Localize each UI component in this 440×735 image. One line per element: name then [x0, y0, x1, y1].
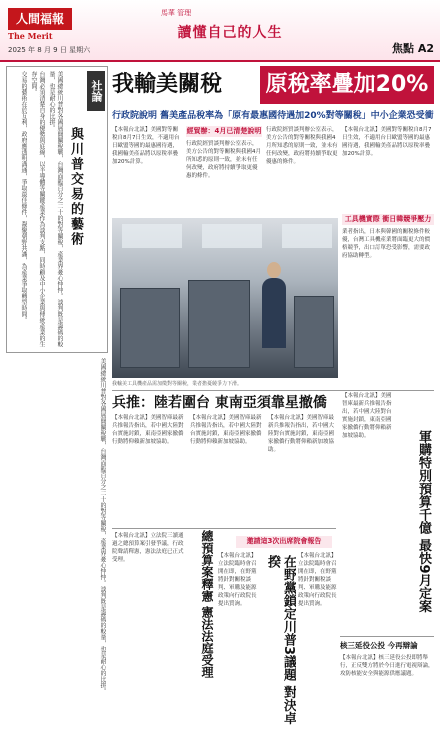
machine-tools-body: 業者指出，日本與韓國的關稅條件較優，台灣工具機產業將面臨更大的價格競爭，出口訂單恐受影響，需要政府協助轉型。: [342, 229, 431, 259]
section-divider-3: [340, 636, 434, 637]
budget-body: 【本報台北訊】立法院三讀通過之總預算案引發爭議，行政院聲請釋憲，憲法法庭已正式受理。: [112, 533, 184, 563]
section-label: 焦點 A2: [392, 42, 434, 55]
slogan-text: 讀懂自己的人生: [177, 25, 283, 41]
referendum-body: 【本報台北訊】核三延役公投即將舉行，正反雙方將於今日進行電視辯論，攻防核能安全與能源供應議題。: [340, 655, 434, 677]
editorial-body-3: 交易的藝術在於互利，政府應透明溝通，爭取最佳條件，凝聚朝野共識，為產業爭取轉型時間。: [20, 71, 27, 323]
slogan-tag: 馬華 管理: [160, 9, 192, 17]
section-divider: [112, 390, 434, 391]
opposition-headline: 在野黨鎖定川普3議題 對決卓揆: [265, 555, 296, 725]
factory-photo: [112, 218, 338, 378]
referendum-headline: 核三延役公投 今再辯論: [340, 641, 418, 650]
editorial-column: [6, 66, 108, 353]
subhead-machine-tools: 工具機實際 衝日韓競爭壓力: [342, 214, 434, 225]
masthead-english: The Merit: [8, 31, 53, 41]
related-link[interactable]: 邀請這3次出席院會報告: [236, 536, 332, 548]
editorial-body-1: 美國總統川普對各國展開關稅戰，台灣面臨百分之二十的對等關稅，產業界憂心忡忡。談判既是籌碼的較量，也是耐心的比拼。: [48, 71, 63, 347]
section-divider-2: [112, 528, 336, 529]
issue-date: 2025 年 8 月 9 日 星期六: [8, 46, 91, 54]
arms-body: 【本報台北訊】美國智庫最新兵推報告指出，若中國大陸對台實施封鎖，東南亞國家撤僑行動將仰賴新加坡協助。: [342, 393, 392, 439]
military-body-2: 【本報台北訊】美國智庫最新兵推報告指出，若中國大陸對台實施封鎖，東南亞國家撤僑行動將仰賴新加坡協助。: [190, 415, 262, 445]
main-lede: 【本報台北訊】美國對等關稅自8月7日生效，不適用台日歐盟等國的最惠國待遇，我國輸美產品將以原稅率疊加20%計算。: [112, 127, 180, 165]
headline-part-a: 我輸美關稅: [112, 72, 223, 97]
military-body-3: 【本報台北訊】美國智庫最新兵推報告指出，若中國大陸對台實施封鎖，東南亞國家撤僑行動將仰賴新加坡協助。: [268, 415, 335, 453]
opposition-body-2: 【本報台北訊】立法院臨時會召開在即，在野黨將針對關稅談判、軍購及能源政策向行政院長提出質詢。: [298, 553, 337, 607]
header-slogan: [140, 8, 320, 54]
main-subheadline: 行政院說明 舊美產品稅率為「原有最惠國待遇加20%對等關稅」中小企業恐受衝: [112, 111, 434, 121]
main-body-right: 【本報台北訊】美國對等關稅自8月7日生效，不適用台日歐盟等國的最惠國待遇，我國輸美產品將以原稅率疊加20%計算。: [342, 127, 432, 157]
military-headline: 兵推：陸若圍台 東南亞須靠星撤僑: [112, 395, 327, 411]
budget-headline: 總預算案釋憲 憲法法庭受理: [200, 530, 214, 679]
main-body-continued: 行政院經貿談判辦公室表示，美方公告的對等關稅與我國4月所知悉的原則一致，並未有任何改變，政府將持續爭取更優惠的條件。: [266, 127, 338, 165]
main-headline: [112, 66, 434, 106]
editorial-title: 與川普交易的藝術: [68, 127, 83, 247]
headline-part-b: 原稅率疊加20%: [260, 66, 434, 104]
page-header: [0, 0, 440, 62]
arms-budget-headline: 軍購特別預算千億 最快9月定案: [416, 430, 431, 613]
subhead-trade-office: 經貿辦：4月已清楚說明: [186, 127, 262, 135]
military-body-1: 【本報台北訊】美國智庫最新兵推報告指出，若中國大陸對台實施封鎖，東南亞國家撤僑行動將仰賴新加坡協助。: [112, 415, 184, 445]
editorial-tag: 社論: [87, 71, 105, 111]
masthead-logo: 人間福報: [8, 8, 72, 30]
editorial-continued: 美國總統川普對各國展開關稅戰，台灣面臨百分之二十的對等關稅，產業界憂心忡忡。談判既是籌碼的較量，也是耐心的比拼。: [99, 358, 106, 694]
trade-office-body: 行政院經貿談判辦公室表示，美方公告的對等關稅與我國4月所知悉的原則一致，並未有任何改變，政府將持續爭取更優惠的條件。: [186, 141, 262, 179]
opposition-body-1: 【本報台北訊】立法院臨時會召開在即，在野黨將針對關稅談判、軍購及能源政策向行政院長提出質詢。: [218, 553, 257, 607]
photo-caption: 我輸美工具機產品需加徵對等關稅，業者擔憂競爭力下滑。: [112, 381, 243, 387]
editorial-body-2: 台灣必須清楚自身的優勢與底線，以半導體等關鍵產業作為談判支點，同時顧及中小企業與傳統產業的生存空間。: [30, 71, 45, 347]
